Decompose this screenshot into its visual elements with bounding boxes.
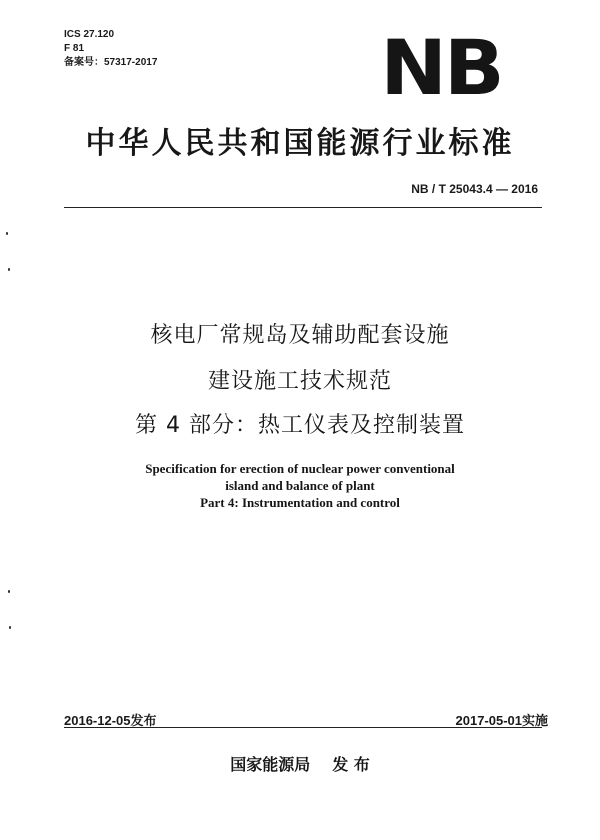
scan-speck: [6, 232, 8, 235]
en-title-line-2: island and balance of plant: [225, 478, 375, 493]
organization-title: 中华人民共和国能源行业标准: [85, 126, 515, 161]
bottom-divider: [64, 727, 542, 728]
cn-title-line-2: 建设施工技术规范: [207, 369, 392, 394]
en-title-line-1: Specification for erection of nuclear power conventional: [145, 461, 455, 476]
standard-number: NB / T 25043.4 — 2016: [411, 182, 538, 196]
nb-logo: NB: [380, 23, 502, 112]
scan-speck: [8, 268, 10, 271]
top-divider: [64, 207, 542, 208]
scan-speck: [8, 590, 10, 593]
effective-date: 2017-05-01实施: [455, 713, 548, 728]
issue-date: 2016-12-05发布: [64, 713, 157, 728]
category-code: F 81: [64, 43, 85, 54]
classification-block: [64, 28, 157, 70]
en-title-line-3: Part 4: Instrumentation and control: [200, 495, 400, 510]
publisher-line: [0, 752, 600, 775]
scan-speck: [9, 626, 11, 629]
filing-number: 备案号：57317-2017: [64, 57, 158, 68]
cn-title-line-3: 第 4 部分：热工仪表及控制装置: [135, 413, 465, 438]
ics-code: ICS 27.120: [64, 29, 115, 40]
publish-action: 发 布: [332, 755, 370, 774]
publisher-name: 国家能源局: [230, 755, 311, 774]
cn-title-line-1: 核电厂常规岛及辅助配套设施: [150, 323, 450, 348]
